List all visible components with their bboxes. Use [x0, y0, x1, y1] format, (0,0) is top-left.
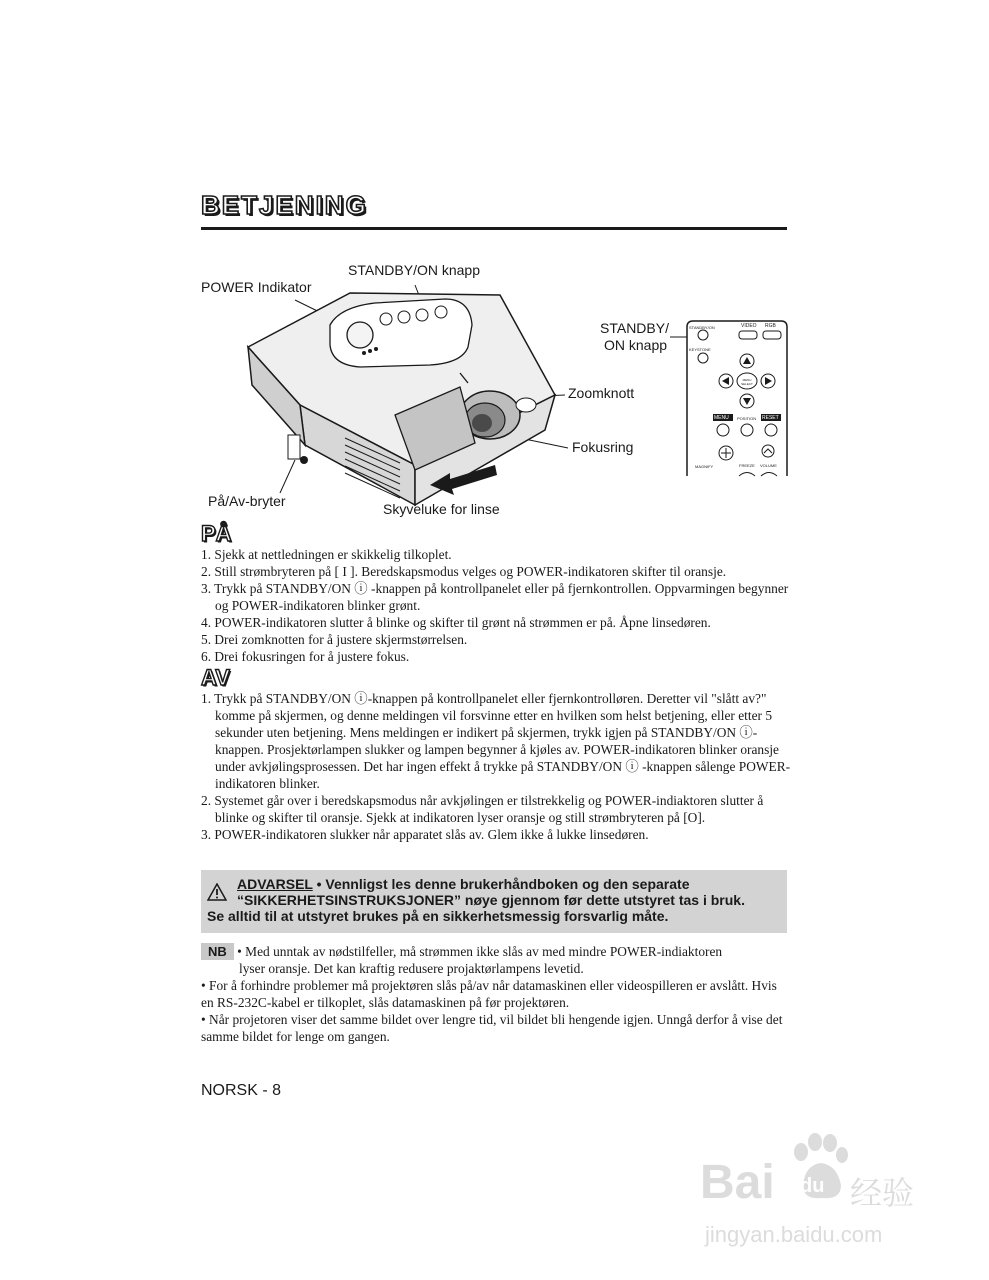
warning-line2: “SIKKERHETSINSTRUKSJONER” nøye gjennom før dette utstyret tas i bruk. — [237, 892, 745, 908]
label-zoomknott: Zoomknott — [568, 385, 635, 401]
on-steps — [201, 546, 791, 665]
warning-triangle-icon — [207, 883, 227, 901]
remote-position-label: POSITION — [737, 416, 757, 421]
remote-illustration — [683, 319, 788, 477]
label-skyveluke: Skyveluke for linse — [383, 501, 500, 517]
note-1-line1 — [201, 943, 791, 960]
on-step: 5. Drei zomknotten for å justere skjermstørrelsen. — [201, 632, 468, 647]
on-step: 1. Sjekk at nettledningen er skikkelig tilkoplet. — [201, 547, 452, 562]
watermark-url: jingyan.baidu.com — [705, 1222, 883, 1247]
watermark — [700, 1130, 950, 1250]
remote-menu-select-label: MENU SELECT — [741, 378, 753, 386]
remote-video-label: VIDEO — [741, 323, 757, 329]
remote-rgb-label: RGB — [765, 323, 776, 329]
watermark-brand2: du — [800, 1175, 825, 1197]
off-section-heading: AV — [201, 665, 230, 690]
page-footer: NORSK - 8 — [201, 1082, 282, 1099]
watermark-brand: Bai — [700, 1156, 775, 1209]
note-1-line2: lyser oransje. Det kan kraftig redusere projaktørlampens levetid. — [239, 961, 584, 976]
note-2: • For å forhindre problemer må projektøren slås på/av når datamaskinen eller videospilleren er avslått. Hvis en RS-232C-kabel er tilkoplet, slås datamaskinen på før projektøren. — [201, 978, 777, 1010]
label-remote-standby-line1: STANDBY/ — [600, 320, 669, 336]
warning-line1-text: • Vennligst les denne brukerhåndboken og den separate — [312, 876, 690, 892]
page-title: BETJENING — [201, 190, 368, 220]
remote-freeze-label: FREEZE — [739, 463, 755, 468]
label-power-indikator: POWER Indikator — [201, 279, 312, 295]
off-step: 1. Trykk på STANDBY/ON ⓘ-knappen på kontrollpanelet eller fjernkontrolløren. Deretter vil "slått av?" komme på skjermen, og denne meldingen vil forsvinne etter en hvilken som helst betjening, eller etter 5 sekunder uten betjening. Mens meldingen er indikert på skjermen, trykk igjen på STANDBY/ON ⓘ-knappen. Prosjektørlampen slukker og lampen begynner å kjøles av. POWER-indikatoren blinker oransje under avkjølingsprosessen. Det har ingen effekt å trykke på STANDBY/ON ⓘ -knappen sålenge POWER-indikatoren blinker. — [201, 691, 791, 791]
on-step: 6. Drei fokusringen for å justere fokus. — [201, 649, 410, 664]
label-fokusring: Fokusring — [572, 439, 634, 455]
note-3: • Når projetoren viser det samme bildet over lengre tid, vil bildet bli hengende igjen. Unngå derfor å vise det samme bildet for lenge om gangen. — [201, 1012, 783, 1044]
remote-reset-label: RESET — [762, 415, 779, 421]
off-step: 3. POWER-indikatoren slukker når apparatet slås av. Glem ikke å lukke linsedøren. — [201, 827, 649, 842]
on-step: 3. Trykk på STANDBY/ON ⓘ -knappen på kontrollpanelet eller på fjernkontrollen. Oppvarmingen begynner og POWER-indikatoren blinker grønt. — [201, 581, 789, 613]
on-step: 4. POWER-indikatoren slutter å blinke og skifter til grønt nå strømmen er på. Åpne linsedøren. — [201, 615, 711, 630]
off-step: 2. Systemet går over i beredskapsmodus når avkjølingen er tilstrekkelig og POWER-indiaktoren slutter å blinke og skifter til oransje. Sjekk at indikatoren lyser oransje og still strømbryteren på [O]. — [201, 793, 764, 825]
remote-control — [683, 319, 788, 477]
warning-line3: Se alltid til at utstyret brukes på en sikkerhetsmessig forsvarlig måte. — [207, 908, 669, 924]
note-1-text: • Med unntak av nødstilfeller, må strømmen ikke slås av med mindre POWER-indiaktoren — [237, 944, 723, 959]
remote-volume-label: VOLUME — [760, 463, 777, 468]
warning-label: ADVARSEL — [237, 876, 313, 892]
remote-magnify-label: MAGNIFY — [695, 464, 714, 469]
warning-line1 — [237, 876, 690, 893]
label-remote-standby-line2: ON knapp — [604, 337, 668, 353]
on-step: 2. Still strømbryteren på [ I ]. Beredskapsmodus velges og POWER-indikatoren skifter til oransje. — [201, 564, 727, 579]
remote-menu-label: MENU — [714, 415, 729, 421]
title-rule — [201, 227, 787, 230]
watermark-cn: 经验 — [850, 1175, 915, 1211]
remote-keystone-label: KEYSTONE — [689, 347, 711, 352]
label-pa-av-bryter: På/Av-bryter — [208, 493, 286, 509]
nb-tag: NB — [201, 943, 234, 960]
off-steps — [201, 690, 791, 843]
on-section-heading: PÅ — [201, 521, 232, 546]
warning-box — [201, 870, 787, 933]
label-standby-on-knapp: STANDBY/ON knapp — [348, 262, 481, 278]
notes-block — [201, 943, 791, 1045]
remote-standby-label: STANDBY/ON — [689, 325, 715, 330]
